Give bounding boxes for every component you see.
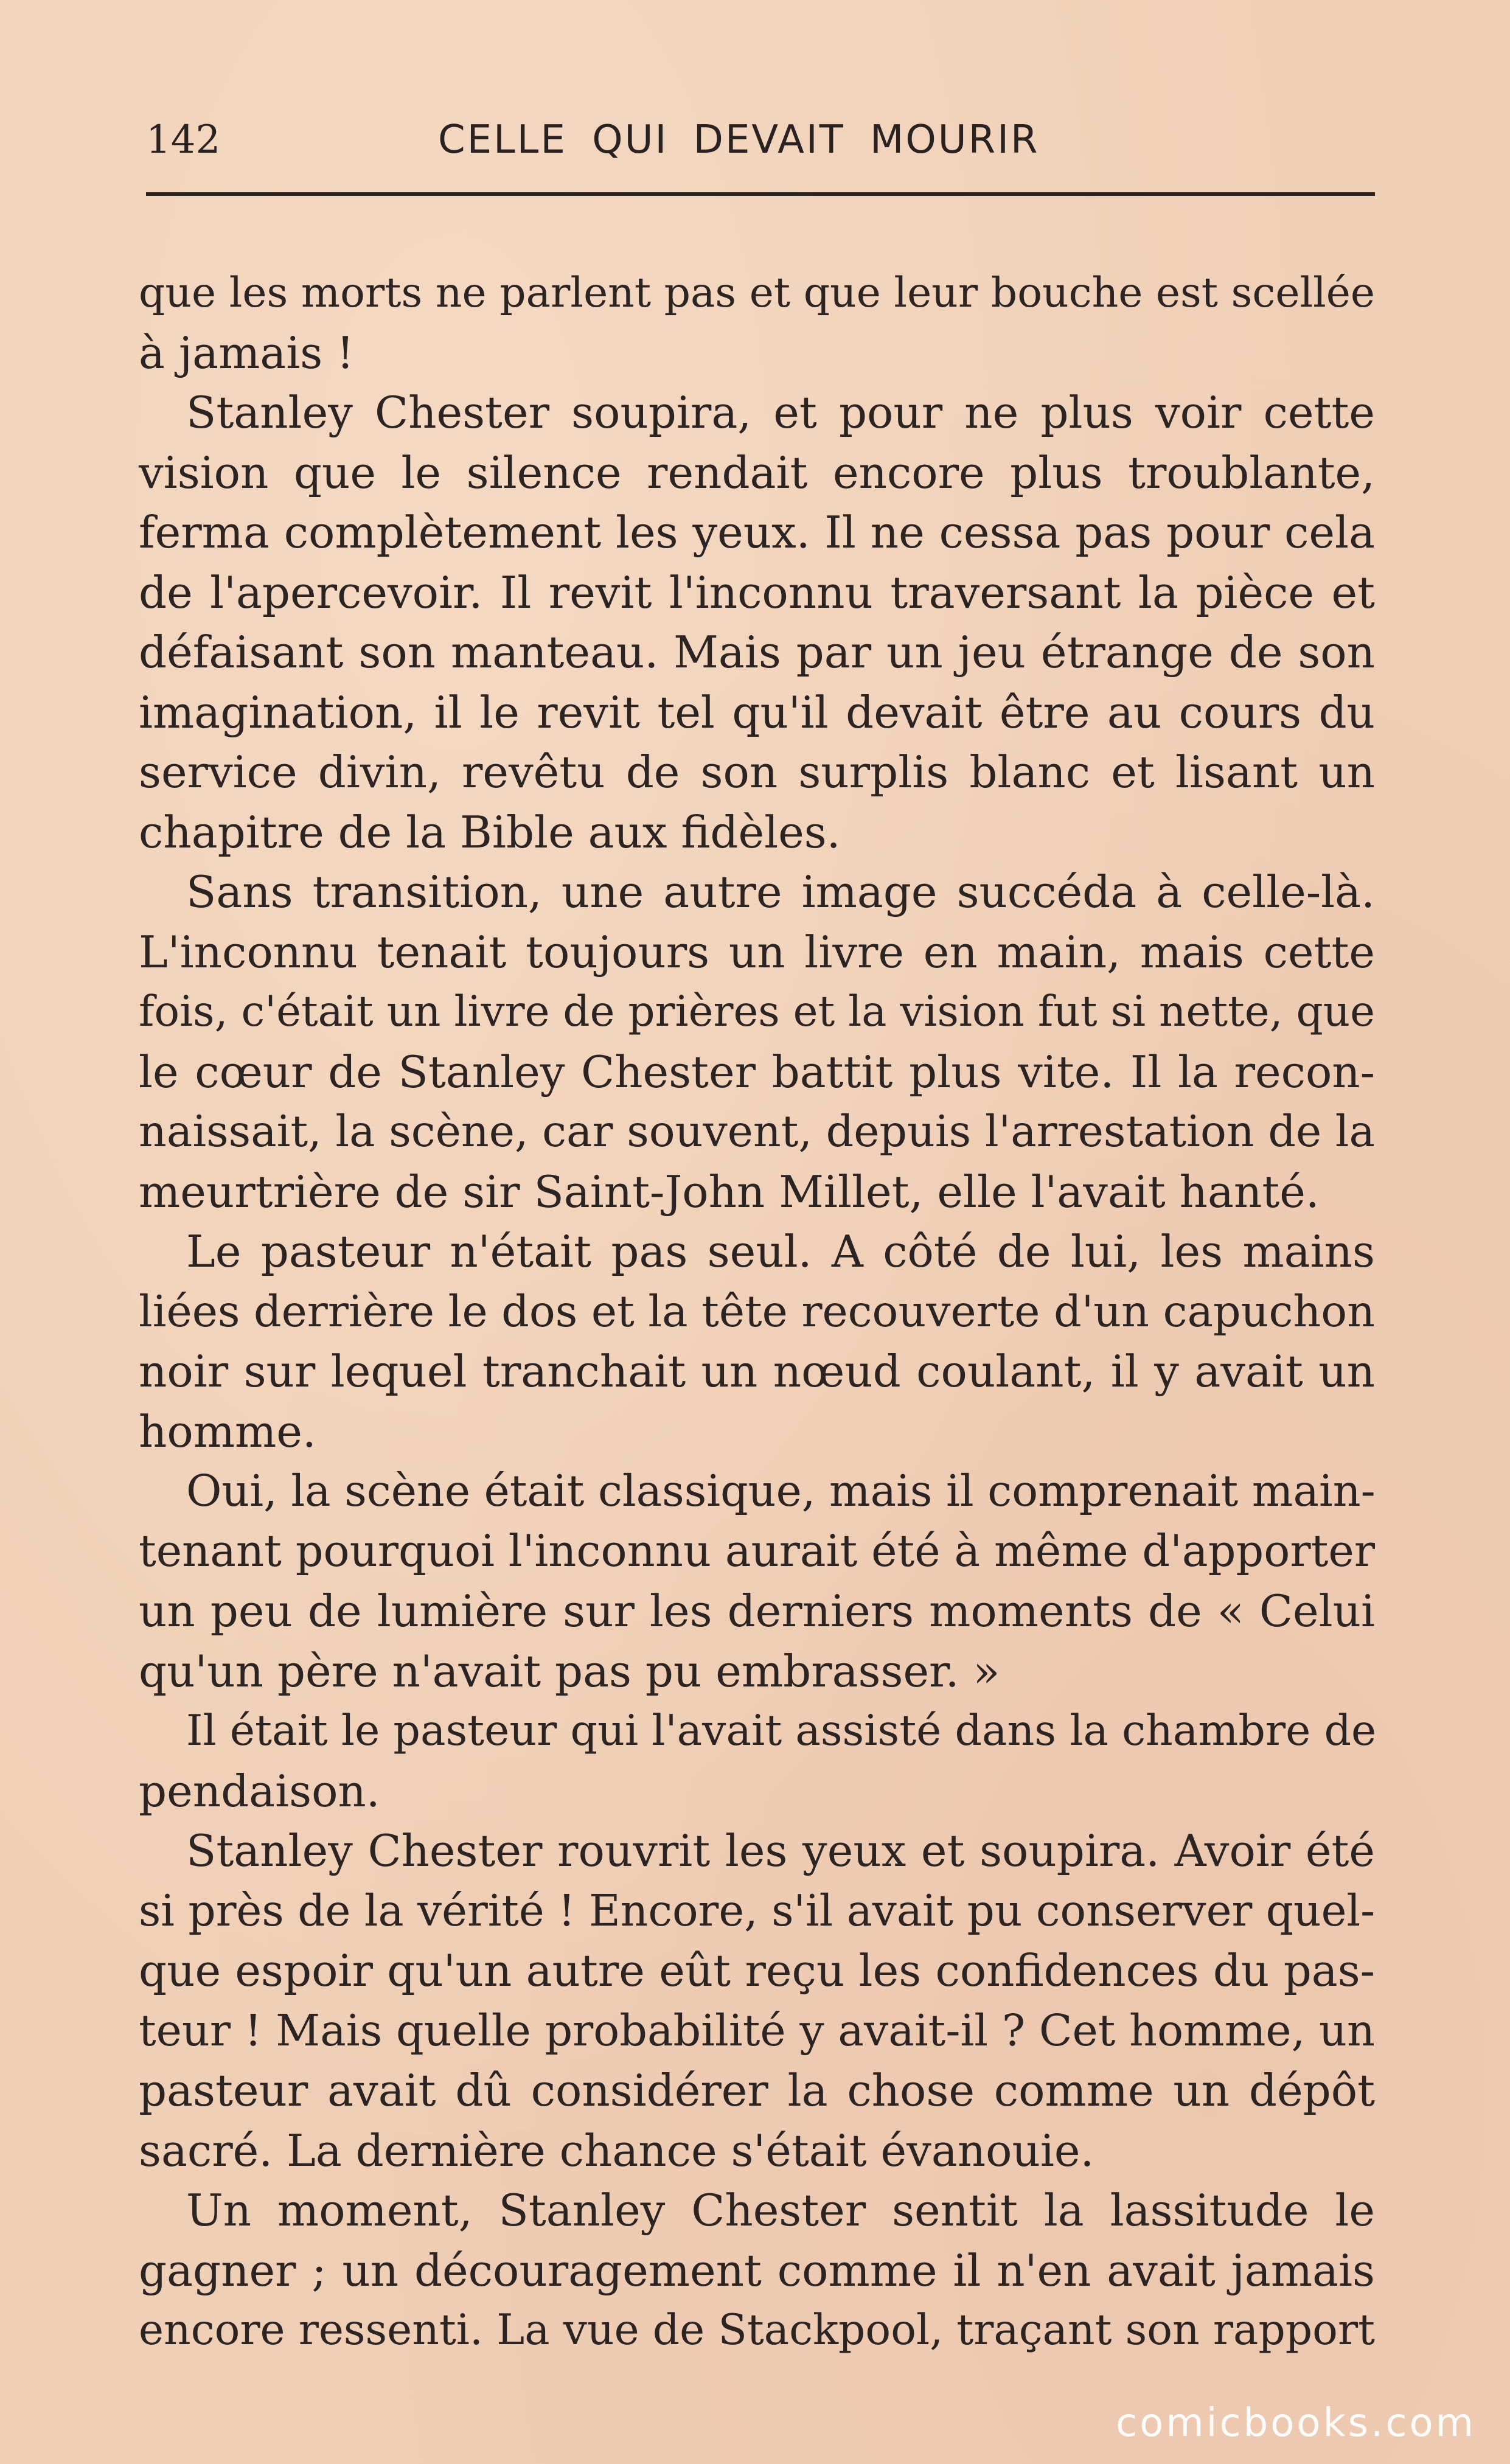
text-line: Le pasteur n'était pas seul. A côté de lui, les mains [186,1226,1375,1277]
text-line: liées derrière le dos et la tête recouverte d'un capuchon [139,1286,1375,1337]
text-line: Stanley Chester soupira, et pour ne plus voir cette [186,387,1375,438]
text-line: homme. [139,1405,316,1457]
text-line: Sans transition, une autre image succéda à celle-là. [186,866,1375,917]
text-line: sacré. La dernière chance s'était évanouie. [139,2125,1094,2176]
header-rule [146,192,1375,196]
text-line: Il était le pasteur qui l'avait assisté dans la chambre de [186,1706,1377,1755]
text-line: service divin, revêtu de son surplis blanc et lisant un [139,747,1375,798]
text-line: pasteur avait dû considérer la chose comme un dépôt [139,2065,1375,2116]
text-line: chapitre de la Bible aux fidèles. [139,806,841,858]
text-line: un peu de lumière sur les derniers moments de « Celui [139,1585,1375,1637]
text-line: fois, c'était un livre de prières et la vision fut si nette, que [139,987,1375,1036]
text-line: défaisant son manteau. Mais par un jeu étrange de son [139,627,1375,678]
text-line: noir sur lequel tranchait un nœud coulant, il y avait un [139,1346,1375,1397]
text-line: pendaison. [139,1765,380,1817]
text-line: à jamais ! [139,327,355,378]
text-line: L'inconnu tenait toujours un livre en main, mais cette [139,926,1375,978]
text-line: que espoir qu'un autre eût reçu les confidences du pas- [139,1945,1375,1996]
running-head [146,113,1375,167]
text-line: Oui, la scène était classique, mais il comprenait main- [186,1466,1376,1516]
page-number: 142 [146,117,221,162]
text-line: qu'un père n'avait pas pu embrasser. » [139,1645,1000,1697]
text-line: Un moment, Stanley Chester sentit la lassitude le [186,2185,1375,2236]
text-line: le cœur de Stanley Chester battit plus vite. Il la recon- [139,1046,1375,1098]
text-line: que les morts ne parlent pas et que leur bouche est scellée [139,268,1375,316]
text-line: imagination, il le revit tel qu'il devait être au cours du [139,686,1375,738]
text-line: ferma complètement les yeux. Il ne cessa pas pour cela [139,507,1375,558]
text-line: Stanley Chester rouvrit les yeux et soupira. Avoir été [186,1825,1375,1876]
text-line: encore ressenti. La vue de Stackpool, traçant son rapport [139,2306,1375,2354]
text-line: teur ! Mais quelle probabilité y avait-il ? Cet homme, un [139,2005,1375,2056]
text-line: de l'apercevoir. Il revit l'inconnu traversant la pièce et [139,566,1375,618]
body-text [139,263,1375,2361]
text-line: gagner ; un découragement comme il n'en avait jamais [139,2244,1375,2296]
watermark: comicbooks.com [1115,2401,1476,2446]
text-line: naissait, la scène, car souvent, depuis l'arrestation de la [139,1106,1375,1157]
text-line: si près de la vérité ! Encore, s'il avait pu conserver quel- [139,1885,1375,1936]
running-title: CELLE QUI DEVAIT MOURIR [438,117,1040,162]
text-line: vision que le silence rendait encore plus troublante, [139,447,1375,498]
text-line: meurtrière de sir Saint-John Millet, elle l'avait hanté. [139,1166,1320,1217]
text-line: tenant pourquoi l'inconnu aurait été à même d'apporter [139,1525,1375,1576]
